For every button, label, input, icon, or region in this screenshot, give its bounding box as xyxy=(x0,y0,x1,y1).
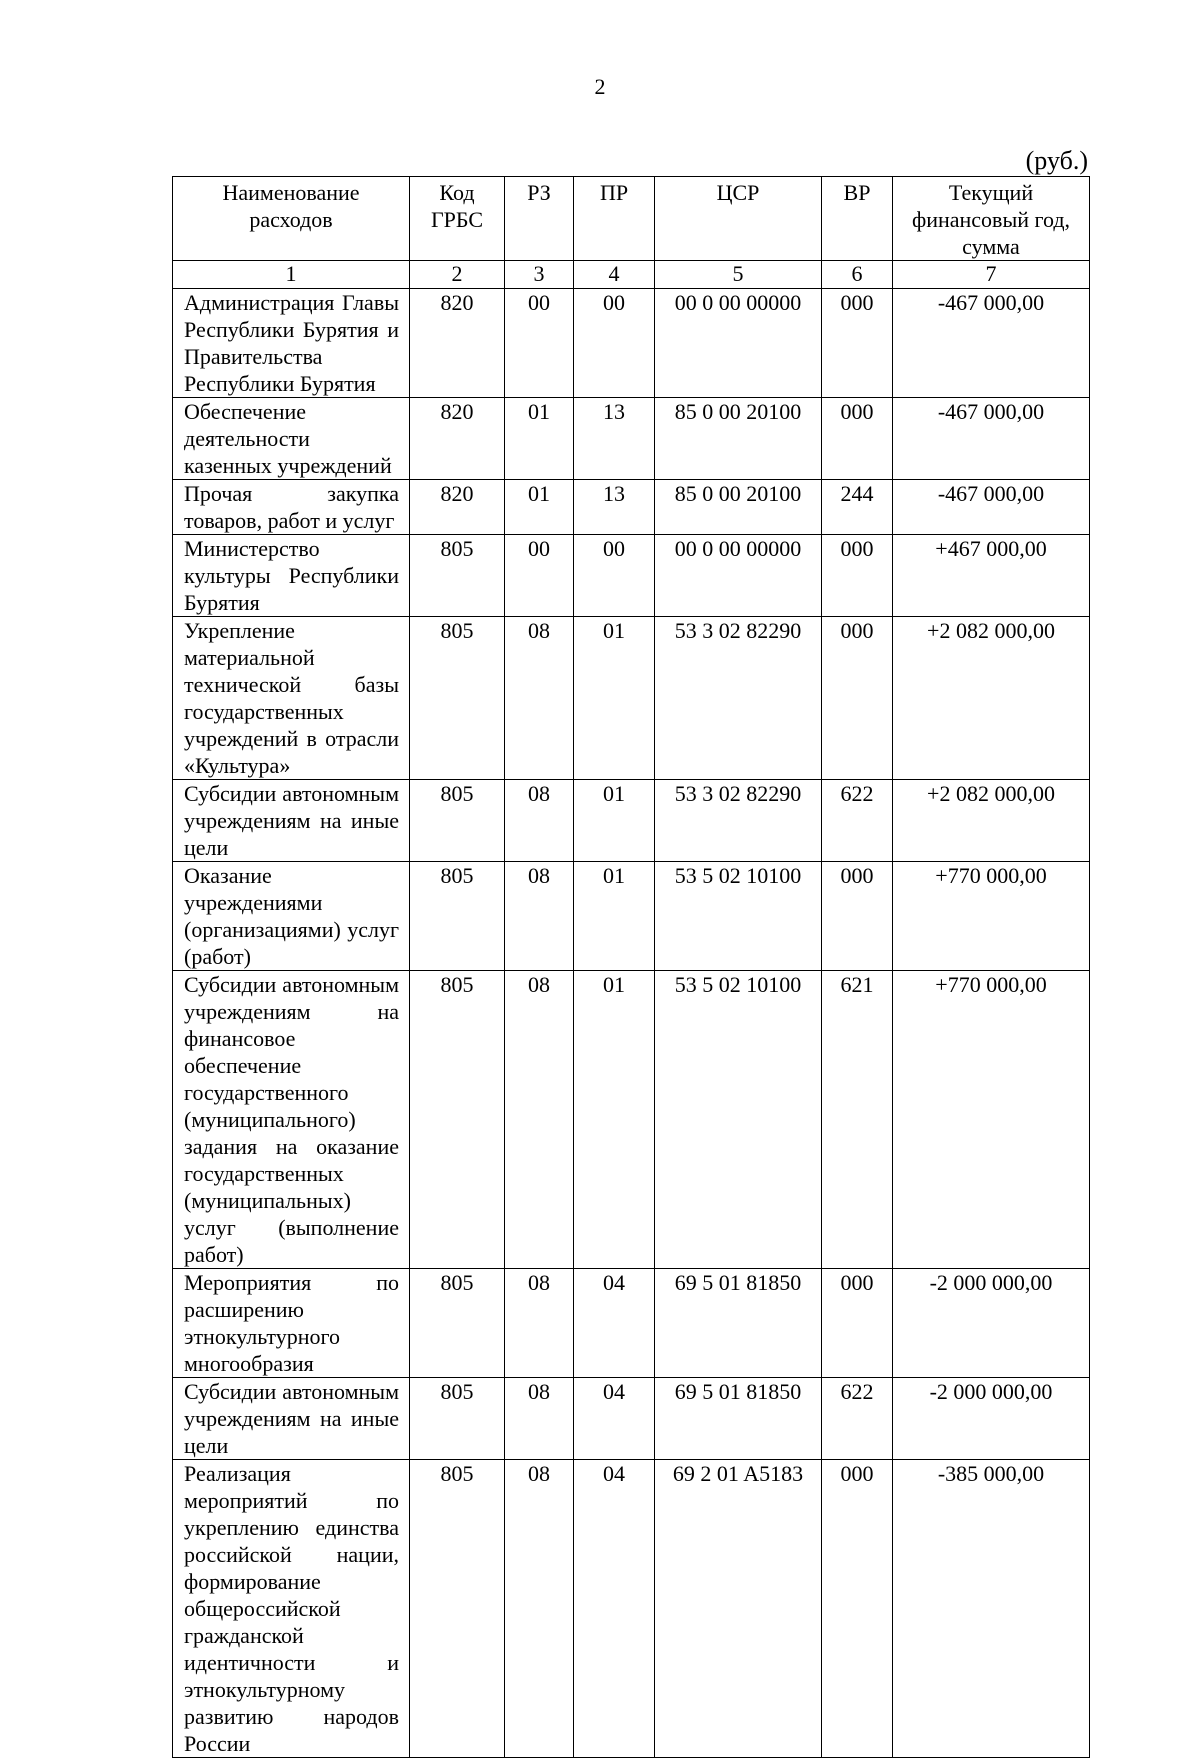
amount-cell: +770 000,00 xyxy=(893,971,1090,1269)
table-row xyxy=(173,1269,1090,1378)
expense-name-cell: Обеспечение деятельности казенных учреждений xyxy=(173,398,410,480)
table-row xyxy=(173,780,1090,862)
header-pr: ПР xyxy=(574,177,655,261)
amount-cell: -2 000 000,00 xyxy=(893,1269,1090,1378)
vr-code-cell: 000 xyxy=(822,1460,893,1758)
grbs-code-cell: 820 xyxy=(410,289,505,398)
pr-code-cell: 04 xyxy=(574,1269,655,1378)
table-row xyxy=(173,971,1090,1269)
column-number: 6 xyxy=(822,261,893,289)
amount-cell: -385 000,00 xyxy=(893,1460,1090,1758)
amount-cell: +2 082 000,00 xyxy=(893,617,1090,780)
rz-code-cell: 08 xyxy=(505,780,574,862)
vr-code-cell: 622 xyxy=(822,1378,893,1460)
header-name: Наименование расходов xyxy=(173,177,410,261)
header-grbs: Код ГРБС xyxy=(410,177,505,261)
column-number-row xyxy=(173,261,1090,289)
grbs-code-cell: 805 xyxy=(410,535,505,617)
column-number: 3 xyxy=(505,261,574,289)
rz-code-cell: 00 xyxy=(505,535,574,617)
expense-name-cell: Оказание учреждениями (организациями) услуг (работ) xyxy=(173,862,410,971)
rz-code-cell: 08 xyxy=(505,1378,574,1460)
page-number: 2 xyxy=(594,74,606,99)
table-row xyxy=(173,1460,1090,1758)
header-amount: Текущий финансовый год, сумма xyxy=(893,177,1090,261)
rz-code-cell: 08 xyxy=(505,1269,574,1378)
csr-code-cell: 00 0 00 00000 xyxy=(655,289,822,398)
expense-name-cell: Субсидии автономным учреждениям на иные цели xyxy=(173,780,410,862)
pr-code-cell: 04 xyxy=(574,1378,655,1460)
grbs-code-cell: 820 xyxy=(410,398,505,480)
table-row xyxy=(173,1378,1090,1460)
expense-name-cell: Прочая закупка товаров, работ и услуг xyxy=(173,480,410,535)
vr-code-cell: 000 xyxy=(822,1269,893,1378)
vr-code-cell: 244 xyxy=(822,480,893,535)
grbs-code-cell: 805 xyxy=(410,862,505,971)
grbs-code-cell: 805 xyxy=(410,1460,505,1758)
grbs-code-cell: 820 xyxy=(410,480,505,535)
amount-cell: -467 000,00 xyxy=(893,480,1090,535)
grbs-code-cell: 805 xyxy=(410,617,505,780)
vr-code-cell: 000 xyxy=(822,398,893,480)
expense-name-cell: Мероприятия по расширению этнокультурного многообразия xyxy=(173,1269,410,1378)
column-number: 4 xyxy=(574,261,655,289)
rz-code-cell: 00 xyxy=(505,289,574,398)
expense-name-cell: Укрепление материальной технической базы государственных учреждений в отрасли «Культура» xyxy=(173,617,410,780)
csr-code-cell: 85 0 00 20100 xyxy=(655,480,822,535)
rz-code-cell: 08 xyxy=(505,617,574,780)
csr-code-cell: 69 5 01 81850 xyxy=(655,1378,822,1460)
grbs-code-cell: 805 xyxy=(410,971,505,1269)
vr-code-cell: 000 xyxy=(822,862,893,971)
csr-code-cell: 85 0 00 20100 xyxy=(655,398,822,480)
rz-code-cell: 08 xyxy=(505,971,574,1269)
table-row xyxy=(173,862,1090,971)
rz-code-cell: 01 xyxy=(505,398,574,480)
csr-code-cell: 69 2 01 A5183 xyxy=(655,1460,822,1758)
pr-code-cell: 01 xyxy=(574,617,655,780)
vr-code-cell: 000 xyxy=(822,535,893,617)
budget-table xyxy=(172,176,1090,1758)
csr-code-cell: 00 0 00 00000 xyxy=(655,535,822,617)
column-number: 1 xyxy=(173,261,410,289)
rz-code-cell: 08 xyxy=(505,862,574,971)
vr-code-cell: 621 xyxy=(822,971,893,1269)
expense-name-cell: Министерство культуры Республики Бурятия xyxy=(173,535,410,617)
amount-cell: -467 000,00 xyxy=(893,289,1090,398)
column-number: 7 xyxy=(893,261,1090,289)
amount-cell: -2 000 000,00 xyxy=(893,1378,1090,1460)
vr-code-cell: 000 xyxy=(822,617,893,780)
table-row xyxy=(173,617,1090,780)
table-row xyxy=(173,535,1090,617)
csr-code-cell: 69 5 01 81850 xyxy=(655,1269,822,1378)
vr-code-cell: 622 xyxy=(822,780,893,862)
column-number: 5 xyxy=(655,261,822,289)
csr-code-cell: 53 3 02 82290 xyxy=(655,780,822,862)
amount-cell: +2 082 000,00 xyxy=(893,780,1090,862)
pr-code-cell: 04 xyxy=(574,1460,655,1758)
column-number: 2 xyxy=(410,261,505,289)
header-row xyxy=(173,177,1090,261)
table-row xyxy=(173,398,1090,480)
grbs-code-cell: 805 xyxy=(410,780,505,862)
vr-code-cell: 000 xyxy=(822,289,893,398)
pr-code-cell: 00 xyxy=(574,535,655,617)
header-rz: РЗ xyxy=(505,177,574,261)
amount-cell: -467 000,00 xyxy=(893,398,1090,480)
csr-code-cell: 53 3 02 82290 xyxy=(655,617,822,780)
pr-code-cell: 13 xyxy=(574,398,655,480)
grbs-code-cell: 805 xyxy=(410,1269,505,1378)
pr-code-cell: 01 xyxy=(574,971,655,1269)
expense-name-cell: Реализация мероприятий по укреплению единства российской нации, формирование общероссийской гражданской идентичности и этнокультурному развитию народов России xyxy=(173,1460,410,1758)
pr-code-cell: 13 xyxy=(574,480,655,535)
grbs-code-cell: 805 xyxy=(410,1378,505,1460)
amount-cell: +770 000,00 xyxy=(893,862,1090,971)
pr-code-cell: 01 xyxy=(574,780,655,862)
rz-code-cell: 08 xyxy=(505,1460,574,1758)
header-vr: ВР xyxy=(822,177,893,261)
table-row xyxy=(173,480,1090,535)
currency-unit: (руб.) xyxy=(1025,146,1088,175)
expense-name-cell: Администрация Главы Республики Бурятия и Правительства Республики Бурятия xyxy=(173,289,410,398)
pr-code-cell: 00 xyxy=(574,289,655,398)
pr-code-cell: 01 xyxy=(574,862,655,971)
table-row xyxy=(173,289,1090,398)
amount-cell: +467 000,00 xyxy=(893,535,1090,617)
header-csr: ЦСР xyxy=(655,177,822,261)
expense-name-cell: Субсидии автономным учреждениям на финансовое обеспечение государственного (муниципального) задания на оказание государственных (муниципальных) услуг (выполнение работ) xyxy=(173,971,410,1269)
expense-name-cell: Субсидии автономным учреждениям на иные цели xyxy=(173,1378,410,1460)
csr-code-cell: 53 5 02 10100 xyxy=(655,862,822,971)
rz-code-cell: 01 xyxy=(505,480,574,535)
csr-code-cell: 53 5 02 10100 xyxy=(655,971,822,1269)
